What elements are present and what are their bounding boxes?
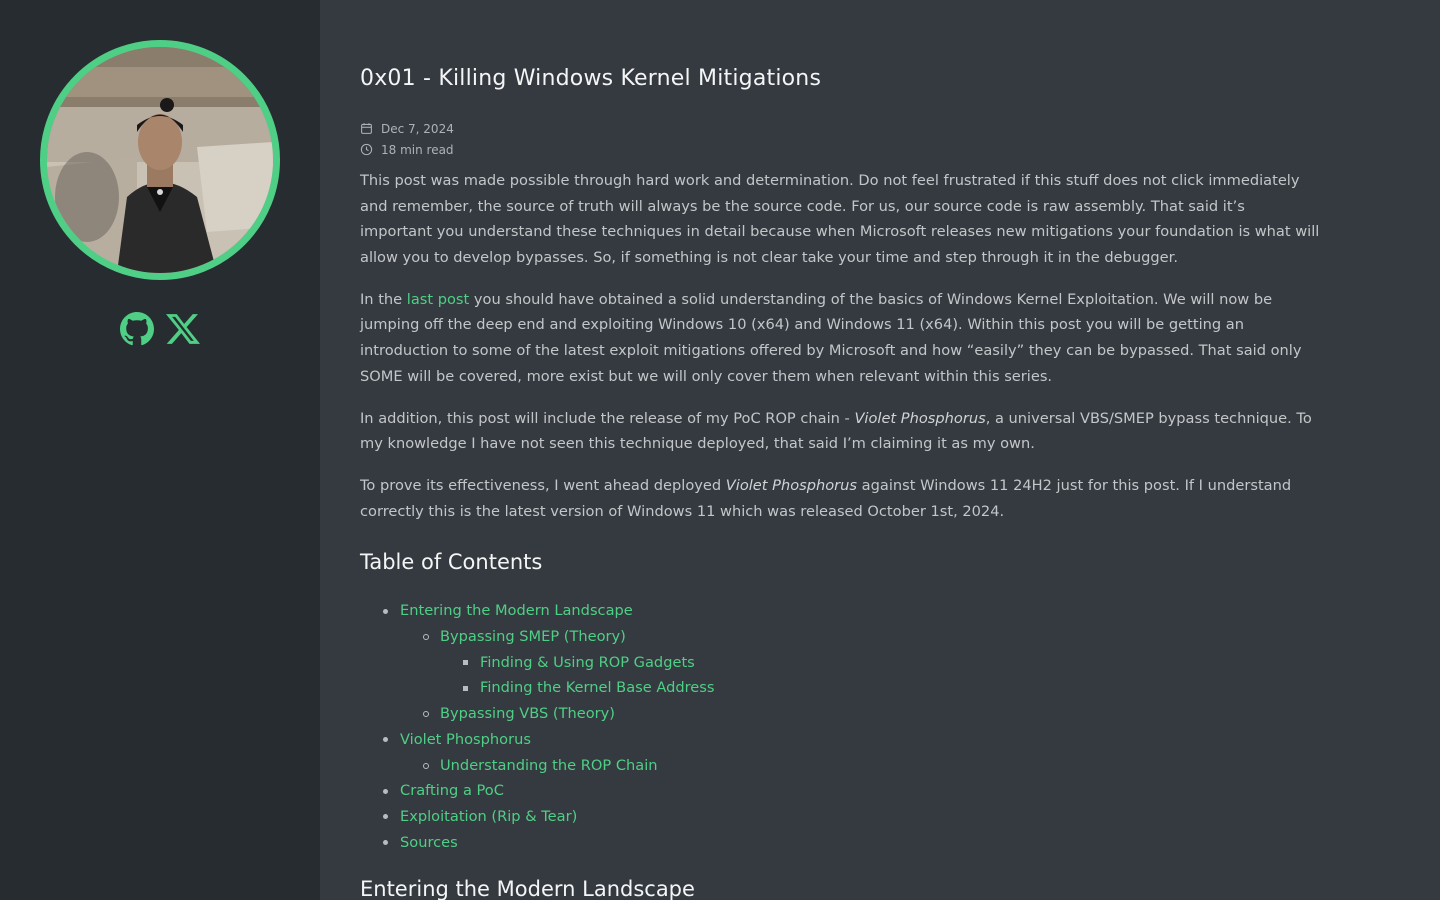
bullet-circle — [423, 711, 429, 717]
x-link[interactable] — [166, 312, 200, 346]
post-title: 0x01 - Killing Windows Kernel Mitigations — [360, 66, 822, 91]
paragraph-intro: This post was made possible through hard work and determination. Do not feel frustrated if this stuff does not click immediately and remember, the source of truth will always be the source code. For us, our source code is raw assembly. That said it’s important you understand these techniques in detail because when Microsoft releases new mitigations your foundation is what will allow you to develop bypasses. So, if something is not clear take your time and step through it in the debugger. — [360, 172, 1320, 266]
bullet-disc — [383, 789, 388, 794]
emphasis: Violet Phosphorus — [725, 477, 858, 495]
calendar-icon — [360, 122, 373, 135]
last-post-link[interactable]: last post — [406, 290, 470, 308]
toc-item — [440, 675, 1320, 701]
x-icon — [166, 312, 200, 346]
paragraph-effectiveness — [360, 473, 1320, 524]
text-span: To prove its effectiveness, I went ahead deployed — [360, 477, 726, 495]
emphasis: Violet Phosphorus — [854, 409, 986, 427]
toc-link[interactable]: Sources — [400, 833, 458, 851]
read-time: 18 min read — [381, 142, 454, 157]
read-time-row — [360, 139, 1400, 160]
toc-link[interactable]: Bypassing VBS (Theory) — [440, 705, 616, 723]
toc-link[interactable]: Understanding the ROP Chain — [440, 756, 658, 774]
main-content — [320, 0, 1440, 900]
toc-item — [360, 727, 1320, 753]
bullet-disc — [383, 840, 388, 845]
toc-link[interactable]: Finding the Kernel Base Address — [480, 679, 715, 697]
toc-item — [360, 830, 1320, 856]
paragraph-violet-phosphorus — [360, 406, 1320, 457]
avatar — [40, 40, 280, 280]
toc-item — [400, 624, 1320, 650]
toc-link[interactable]: Violet Phosphorus — [400, 730, 531, 748]
bullet-disc — [383, 737, 388, 742]
text-span: In the — [360, 290, 407, 308]
bullet-circle — [423, 763, 429, 769]
bullet-square — [463, 660, 468, 665]
text-span: In addition, this post will include the release of my PoC ROP chain - — [360, 409, 855, 427]
clock-icon — [360, 143, 373, 156]
sidebar — [0, 0, 320, 900]
text-span: , a universal VBS/SMEP bypass technique. To my knowledge I have not seen this technique deployed, that said I’m claiming it as my own. — [360, 409, 1312, 453]
toc-link[interactable]: Entering the Modern Landscape — [400, 602, 633, 620]
toc-link[interactable]: Finding & Using ROP Gadgets — [480, 653, 695, 671]
toc-heading: Table of Contents — [360, 550, 543, 575]
toc-link[interactable]: Crafting a PoC — [400, 782, 504, 800]
toc-item — [400, 753, 1320, 779]
paragraph-last-post — [360, 287, 1320, 389]
social-links — [120, 312, 200, 346]
section-heading-modern-landscape: Entering the Modern Landscape — [360, 877, 695, 900]
toc-item — [360, 778, 1320, 804]
post-body — [360, 168, 1320, 900]
bullet-disc — [383, 609, 388, 614]
bullet-disc — [383, 814, 388, 819]
text-span: against Windows 11 24H2 just for this post. If I understand correctly this is the latest version of Windows 11 which was released October 1st, 2024. — [360, 477, 1292, 520]
toc-item — [400, 701, 1320, 727]
bullet-square — [463, 686, 468, 691]
post-meta — [360, 118, 1400, 160]
toc-link[interactable]: Bypassing SMEP (Theory) — [440, 628, 626, 645]
toc-item — [360, 804, 1320, 830]
bullet-circle — [423, 634, 429, 640]
avatar-photo — [47, 47, 273, 273]
post-date-row — [360, 118, 1400, 139]
post-date: Dec 7, 2024 — [381, 121, 454, 136]
toc-item — [440, 650, 1320, 676]
text-span: you should have obtained a solid understanding of the basics of Windows Kernel Exploitation. We will now be jumping off the deep end and exploiting Windows 10 (x64) and Windows 11 (x64). Within this post you will be getting an introduction to some of the latest exploit mitigations offered by Microsoft and how “easily” they can be bypassed. That said only SOME will be covered, more exist but we will only cover them when relevant within this series. — [360, 290, 1302, 385]
toc-link[interactable]: Exploitation (Rip & Tear) — [400, 807, 578, 825]
github-icon — [120, 312, 154, 346]
toc-item — [360, 598, 1320, 624]
table-of-contents — [360, 598, 1320, 855]
github-link[interactable] — [120, 312, 154, 346]
